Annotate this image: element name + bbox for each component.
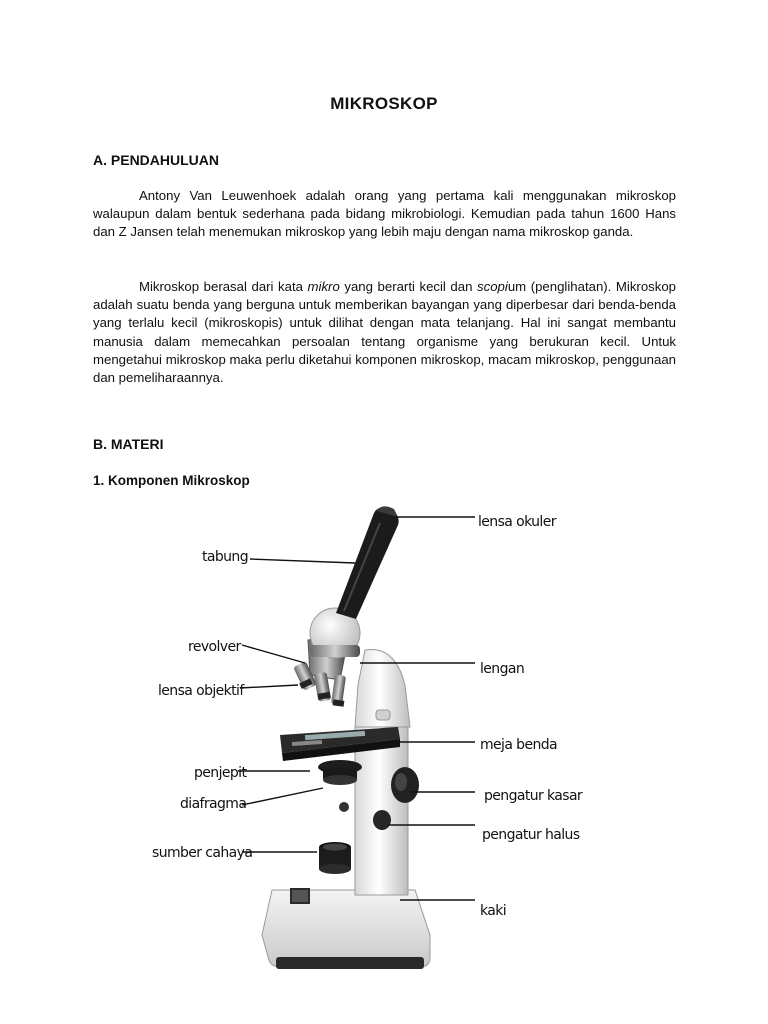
subsection-komponen-heading: 1. Komponen Mikroskop xyxy=(93,473,250,488)
para2-text-a: Mikroskop berasal dari kata xyxy=(139,279,308,294)
page-title: MIKROSKOP xyxy=(330,94,438,113)
label-diafragma: diafragma xyxy=(180,796,247,812)
label-pengatur-halus: pengatur halus xyxy=(482,827,580,843)
light-source xyxy=(319,842,351,874)
label-pengatur-kasar: pengatur kasar xyxy=(484,788,583,804)
para2-term-mikro: mikro xyxy=(307,279,340,294)
microscope-figure xyxy=(130,495,590,990)
label-lengan: lengan xyxy=(480,661,525,677)
label-meja-benda: meja benda xyxy=(480,737,558,753)
fine-focus-knob xyxy=(373,810,391,830)
para2-term-scopi: scopi xyxy=(477,279,508,294)
intro-paragraph-2 xyxy=(93,278,676,387)
label-lensa-okuler: lensa okuler xyxy=(478,514,556,530)
label-tabung: tabung xyxy=(202,549,248,565)
label-kaki: kaki xyxy=(480,903,507,919)
label-lensa-objektif: lensa objektif xyxy=(158,683,244,699)
label-revolver: revolver xyxy=(188,639,241,655)
intro-paragraph-1: Antony Van Leuwenhoek adalah orang yang pertama kali menggunakan mikroskop walaupun dalam bentuk sederhana pada bidang mikrobiologi. Kemudian pada tahun 1600 Hans dan Z Jansen telah menemukan mikroskop yang lebih maju dengan nama mikroskop ganda. xyxy=(93,188,676,240)
label-penjepit: penjepit xyxy=(194,765,247,781)
section-a-heading: A. PENDAHULUAN xyxy=(93,152,219,168)
para2-text-c: um (penglihatan). Mikroskop adalah suatu benda yang berguna untuk memberikan bayangan yang diperbesar dari benda-benda yang terlalu kecil (mikroskopis) untuk dilihat dengan mata telanjang. Hal ini sangat membantu manusia dalam memecahkan persoalan tentang organisme yang berukuran kecil. Untuk mengetahui mikroskop maka perlu diketahui komponen mikroskop, macam mikroskop, penggunaan dan pemeliharaannya. xyxy=(93,279,677,386)
microscope-diagram xyxy=(130,495,590,990)
label-sumber-cahaya: sumber cahaya xyxy=(152,845,253,861)
condenser xyxy=(318,760,362,785)
section-b-heading: B. MATERI xyxy=(93,436,164,452)
para2-text-b: yang berarti kecil dan xyxy=(339,279,478,294)
